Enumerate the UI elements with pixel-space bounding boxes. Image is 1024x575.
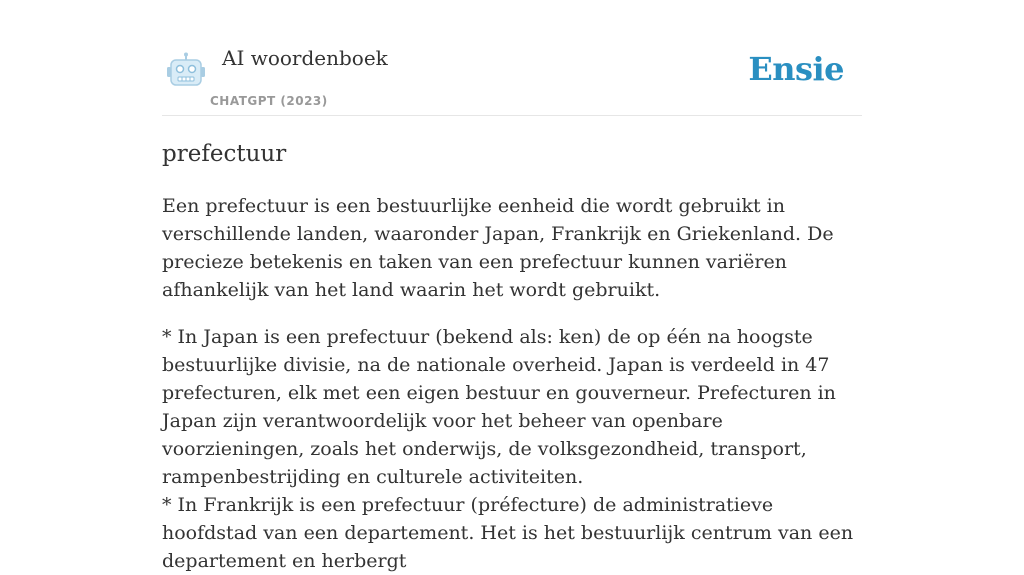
entry-intro: Een prefectuur is een bestuurlijke eenheid die wordt gebruikt in verschillende landen, waaronder Japan, Frankrijk en Griekenland. De precieze betekenis en taken van een prefectuur kunnen variëren afhankelijk van het land waarin het wordt gebruikt. bbox=[162, 195, 834, 301]
robot-icon bbox=[166, 52, 206, 90]
entry-content bbox=[162, 138, 862, 575]
site-title[interactable]: AI woordenboek bbox=[222, 46, 388, 70]
entry-bullet-france: * In Frankrijk is een prefectuur (préfecture) de administratieve hoofdstad van een departement. Het is het bestuurlijk centrum van een departement en herbergt bbox=[162, 494, 854, 572]
site-subtitle: CHATGPT (2023) bbox=[210, 94, 328, 108]
entry-bullet-japan: * In Japan is een prefectuur (bekend als: ken) de op één na hoogste bestuurlijke divisie, na de nationale overheid. Japan is verdeeld in 47 prefecturen, elk met een eigen bestuur en gouverneur. Prefecturen in Japan zijn verantwoordelijk voor het beheer van openbare voorzieningen, zoals het onderwijs, de volksgezondheid, transport, rampenbestrijding en culturele activiteiten. bbox=[162, 326, 836, 488]
entry-title: prefectuur bbox=[162, 141, 287, 167]
brand-logo[interactable]: Ensie bbox=[748, 50, 844, 88]
site-header bbox=[162, 36, 862, 116]
